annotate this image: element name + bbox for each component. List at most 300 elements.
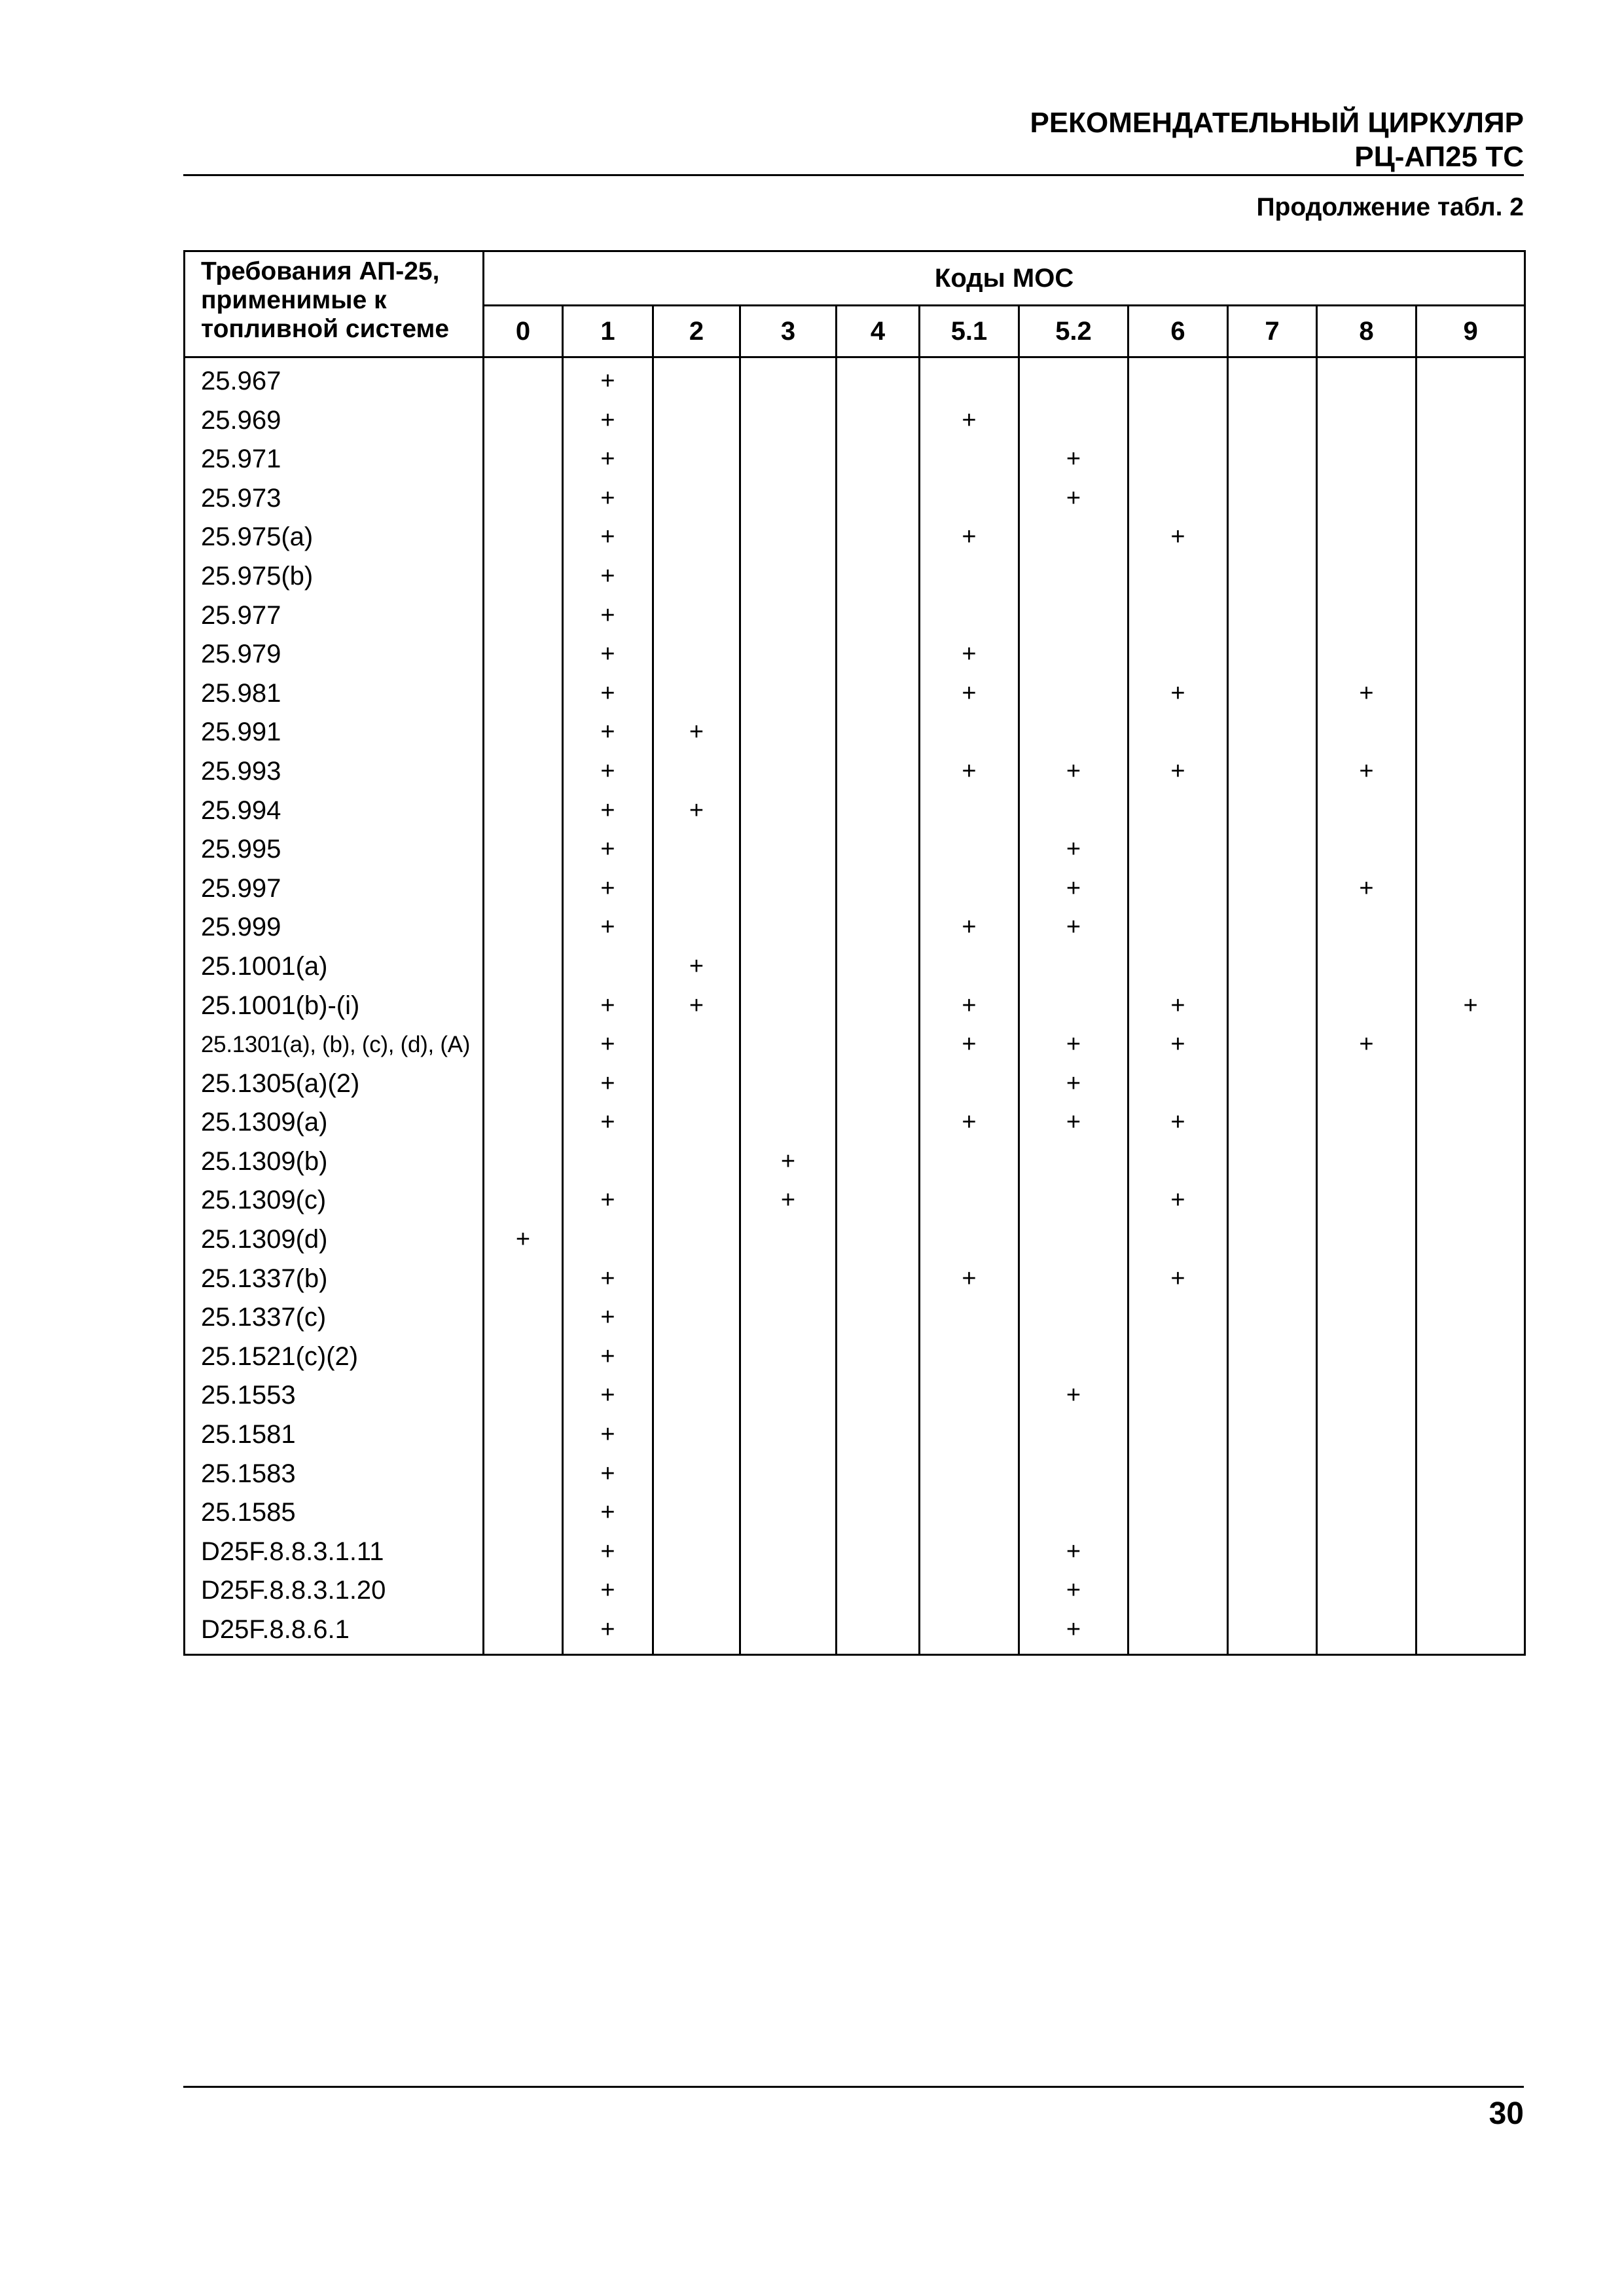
code-cell-5-1 [920,869,1019,909]
header-document-code: РЦ-АП25 ТС [1354,141,1524,173]
code-cell-2 [653,1611,740,1655]
code-cell-7 [1228,1455,1317,1494]
code-cell-6 [1128,557,1228,596]
code-cell-4 [837,752,920,792]
code-cell-3 [740,869,837,909]
code-cell-2 [653,401,740,441]
code-cell-7 [1228,1220,1317,1260]
code-cell-3 [740,713,837,752]
code-cell-3 [740,1338,837,1377]
code-cell-4 [837,713,920,752]
code-cell-2 [653,1533,740,1572]
applicable-mark: + [1066,874,1081,902]
code-cell-2 [653,1493,740,1533]
code-cell-5-1 [920,1571,1019,1611]
code-cell-5-1 [920,1142,1019,1182]
code-header-6: 6 [1128,306,1228,357]
requirement-cell: 25.971 [185,440,484,479]
page-number: 30 [1489,2096,1524,2131]
code-cell-6 [1128,1455,1228,1494]
code-cell-6 [1128,1181,1228,1220]
requirement-cell: 25.975(b) [185,557,484,596]
code-cell-0 [484,1455,563,1494]
header-title: РЕКОМЕНДАТЕЛЬНЫЙ ЦИРКУЛЯР [1030,107,1524,139]
table-row [185,596,1525,636]
code-cell-4 [837,1065,920,1104]
table-row [185,752,1525,792]
applicable-mark: + [1359,874,1374,902]
code-cell-0 [484,1220,563,1260]
code-cell-9 [1416,1455,1525,1494]
applicable-mark: + [962,523,977,551]
code-cell-0 [484,1065,563,1104]
applicable-mark: + [962,679,977,707]
applicable-mark: + [1066,1537,1081,1565]
applicable-mark: + [1170,1264,1185,1292]
code-header-7: 7 [1228,306,1317,357]
code-cell-1 [563,1533,653,1572]
code-cell-5-1 [920,674,1019,714]
code-cell-5-2 [1019,1298,1128,1338]
code-cell-5-1 [920,1025,1019,1065]
code-cell-5-1 [920,987,1019,1026]
requirement-cell: D25F.8.8.6.1 [185,1611,484,1655]
applicable-mark: + [600,1537,615,1565]
code-cell-0 [484,1181,563,1220]
applicable-mark: + [600,1108,615,1137]
code-cell-7 [1228,752,1317,792]
applicable-mark: + [780,1147,796,1175]
requirement-cell: 25.1001(a) [185,947,484,987]
applicable-mark: + [600,1030,615,1059]
table-row [185,1611,1525,1655]
code-cell-7 [1228,1260,1317,1299]
code-cell-9 [1416,596,1525,636]
code-cell-8 [1317,557,1416,596]
table-row [185,1493,1525,1533]
code-cell-2 [653,830,740,869]
table-row [185,1025,1525,1065]
applicable-mark: + [962,913,977,941]
code-cell-4 [837,1533,920,1572]
table-row [185,713,1525,752]
code-cell-5-1 [920,713,1019,752]
code-cell-5-2 [1019,1065,1128,1104]
code-cell-2 [653,596,740,636]
code-cell-5-2 [1019,1103,1128,1142]
code-cell-2 [653,557,740,596]
code-cell-0 [484,1376,563,1415]
applicable-mark: + [600,406,615,434]
code-cell-3 [740,908,837,947]
code-cell-0 [484,869,563,909]
code-cell-1 [563,830,653,869]
code-cell-9 [1416,1142,1525,1182]
code-cell-2 [653,908,740,947]
code-cell-5-2 [1019,596,1128,636]
code-cell-3 [740,947,837,987]
code-cell-5-1 [920,1260,1019,1299]
code-cell-4 [837,1376,920,1415]
requirement-cell: 25.991 [185,713,484,752]
code-cell-5-2 [1019,752,1128,792]
codes-group-header: Коды МОС [484,251,1525,306]
code-cell-2 [653,987,740,1026]
code-cell-2 [653,1415,740,1455]
code-cell-0 [484,1298,563,1338]
applicable-mark: + [1066,445,1081,473]
applicable-mark: + [600,1616,615,1643]
code-cell-3 [740,357,837,401]
code-cell-5-1 [920,947,1019,987]
code-cell-0 [484,674,563,714]
code-cell-9 [1416,830,1525,869]
code-cell-5-2 [1019,1142,1128,1182]
applicable-mark: + [1170,1186,1185,1214]
code-cell-7 [1228,479,1317,519]
code-cell-6 [1128,1260,1228,1299]
code-cell-1 [563,752,653,792]
table-row [185,1415,1525,1455]
code-cell-9 [1416,752,1525,792]
code-cell-6 [1128,596,1228,636]
requirement-cell: 25.979 [185,635,484,674]
applicable-mark: + [962,406,977,434]
applicable-mark: + [780,1186,796,1214]
code-cell-5-2 [1019,557,1128,596]
code-cell-5-1 [920,1220,1019,1260]
applicable-mark: + [1066,1069,1081,1097]
code-header-5-2: 5.2 [1019,306,1128,357]
code-cell-4 [837,596,920,636]
code-cell-3 [740,674,837,714]
code-cell-8 [1317,357,1416,401]
code-cell-1 [563,1298,653,1338]
code-cell-6 [1128,1415,1228,1455]
requirement-cell: 25.1301(a), (b), (c), (d), (A) [185,1025,484,1065]
requirement-cell: 25.1581 [185,1415,484,1455]
code-cell-5-2 [1019,518,1128,557]
code-cell-3 [740,987,837,1026]
code-cell-0 [484,1571,563,1611]
code-cell-6 [1128,1025,1228,1065]
code-cell-3 [740,1533,837,1572]
code-cell-7 [1228,987,1317,1026]
code-cell-0 [484,401,563,441]
applicable-mark: + [1170,757,1185,785]
table-row [185,1338,1525,1377]
requirement-cell: 25.975(a) [185,518,484,557]
code-cell-5-2 [1019,1376,1128,1415]
code-cell-4 [837,1338,920,1377]
code-cell-2 [653,792,740,831]
applicable-mark: + [962,1108,977,1137]
applicable-mark: + [1359,1030,1374,1059]
code-cell-1 [563,440,653,479]
code-cell-4 [837,1220,920,1260]
code-cell-1 [563,947,653,987]
table-row [185,401,1525,441]
code-cell-5-2 [1019,947,1128,987]
code-cell-0 [484,1533,563,1572]
code-cell-2 [653,1065,740,1104]
code-cell-7 [1228,908,1317,947]
applicable-mark: + [1170,523,1185,551]
requirement-cell: 25.1309(b) [185,1142,484,1182]
code-cell-7 [1228,830,1317,869]
table-row [185,1142,1525,1182]
code-cell-1 [563,557,653,596]
code-cell-5-2 [1019,1611,1128,1655]
code-cell-9 [1416,1493,1525,1533]
code-cell-0 [484,1415,563,1455]
requirement-cell: 25.1553 [185,1376,484,1415]
applicable-mark: + [600,367,615,395]
code-cell-1 [563,1220,653,1260]
code-cell-1 [563,674,653,714]
table-row [185,440,1525,479]
applicable-mark: + [962,640,977,668]
applicable-mark: + [1066,1381,1081,1410]
code-cell-7 [1228,1611,1317,1655]
code-cell-9 [1416,518,1525,557]
applicable-mark: + [1066,1108,1081,1137]
code-cell-5-2 [1019,479,1128,519]
code-cell-2 [653,357,740,401]
code-cell-5-1 [920,479,1019,519]
code-cell-5-2 [1019,357,1128,401]
table-row [185,1181,1525,1220]
code-cell-8 [1317,1260,1416,1299]
table-row [185,557,1525,596]
applicable-mark: + [600,1459,615,1487]
code-cell-5-2 [1019,1025,1128,1065]
code-cell-8 [1317,752,1416,792]
code-cell-2 [653,635,740,674]
code-cell-0 [484,635,563,674]
code-cell-1 [563,1142,653,1182]
table-row [185,869,1525,909]
code-cell-7 [1228,1415,1317,1455]
code-cell-9 [1416,440,1525,479]
document-header [607,106,1524,174]
table-row [185,1533,1525,1572]
code-cell-1 [563,1571,653,1611]
applicable-mark: + [600,1576,615,1605]
code-cell-4 [837,518,920,557]
code-cell-6 [1128,1298,1228,1338]
code-cell-1 [563,1103,653,1142]
code-cell-3 [740,1142,837,1182]
code-cell-9 [1416,1611,1525,1655]
code-cell-4 [837,479,920,519]
code-cell-5-2 [1019,1220,1128,1260]
code-cell-6 [1128,1376,1228,1415]
requirement-cell: 25.997 [185,869,484,909]
table-row [185,987,1525,1026]
code-cell-5-2 [1019,1338,1128,1377]
code-cell-9 [1416,713,1525,752]
requirement-cell: 25.981 [185,674,484,714]
code-cell-5-2 [1019,440,1128,479]
applicable-mark: + [600,991,615,1019]
code-cell-0 [484,357,563,401]
code-cell-9 [1416,557,1525,596]
code-cell-8 [1317,1533,1416,1572]
table-row [185,518,1525,557]
code-cell-2 [653,1376,740,1415]
requirement-cell: 25.967 [185,357,484,401]
applicable-mark: + [600,679,615,707]
code-cell-6 [1128,908,1228,947]
code-cell-5-1 [920,830,1019,869]
code-cell-8 [1317,1493,1416,1533]
applicable-mark: + [600,601,615,629]
code-cell-2 [653,1103,740,1142]
code-cell-9 [1416,1220,1525,1260]
code-cell-2 [653,1455,740,1494]
code-cell-9 [1416,947,1525,987]
code-cell-0 [484,518,563,557]
code-cell-4 [837,1260,920,1299]
code-cell-9 [1416,1260,1525,1299]
code-cell-2 [653,1220,740,1260]
code-cell-0 [484,1142,563,1182]
code-cell-5-2 [1019,869,1128,909]
code-cell-6 [1128,635,1228,674]
table-body [185,357,1525,1655]
applicable-mark: + [1170,991,1185,1019]
code-cell-7 [1228,674,1317,714]
requirement-cell: 25.999 [185,908,484,947]
code-cell-3 [740,1611,837,1655]
code-cell-6 [1128,357,1228,401]
code-cell-1 [563,479,653,519]
code-cell-7 [1228,792,1317,831]
code-cell-6 [1128,1493,1228,1533]
table-row [185,357,1525,401]
code-header-2: 2 [653,306,740,357]
code-cell-6 [1128,440,1228,479]
applicable-mark: + [689,796,704,824]
requirement-cell: D25F.8.8.3.1.20 [185,1571,484,1611]
footer-rule [183,2086,1524,2088]
requirement-cell: 25.969 [185,401,484,441]
code-cell-8 [1317,947,1416,987]
code-cell-2 [653,1181,740,1220]
table-row [185,479,1525,519]
req-header-line: применимые к [201,286,387,314]
requirement-cell: 25.1309(c) [185,1181,484,1220]
code-cell-8 [1317,401,1416,441]
table-row [185,1571,1525,1611]
code-cell-0 [484,479,563,519]
code-cell-9 [1416,792,1525,831]
code-header-4: 4 [837,306,920,357]
code-cell-8 [1317,1338,1416,1377]
code-cell-9 [1416,1025,1525,1065]
code-cell-4 [837,401,920,441]
code-cell-5-2 [1019,1455,1128,1494]
code-cell-7 [1228,1338,1317,1377]
code-cell-5-1 [920,1533,1019,1572]
code-cell-9 [1416,357,1525,401]
code-cell-1 [563,1415,653,1455]
requirement-cell: 25.973 [185,479,484,519]
applicable-mark: + [600,1342,615,1370]
code-cell-5-1 [920,792,1019,831]
code-cell-5-1 [920,357,1019,401]
code-cell-3 [740,1025,837,1065]
code-cell-0 [484,1025,563,1065]
code-cell-6 [1128,1533,1228,1572]
code-cell-4 [837,674,920,714]
table-row [185,1220,1525,1260]
applicable-mark: + [600,484,615,512]
code-cell-7 [1228,1103,1317,1142]
code-cell-5-1 [920,1298,1019,1338]
requirement-cell: 25.1305(a)(2) [185,1065,484,1104]
applicable-mark: + [1359,679,1374,707]
table-row [185,947,1525,987]
code-cell-9 [1416,1533,1525,1572]
code-cell-8 [1317,635,1416,674]
code-cell-5-1 [920,1181,1019,1220]
code-cell-4 [837,869,920,909]
requirements-column-header [185,251,484,357]
applicable-mark: + [1170,1030,1185,1059]
applicable-mark: + [600,835,615,864]
code-cell-5-1 [920,1611,1019,1655]
applicable-mark: + [600,1421,615,1449]
code-header-9: 9 [1416,306,1525,357]
code-cell-1 [563,792,653,831]
code-cell-8 [1317,1298,1416,1338]
code-cell-3 [740,830,837,869]
table-row [185,1455,1525,1494]
code-cell-8 [1317,1142,1416,1182]
code-cell-5-1 [920,908,1019,947]
applicable-mark: + [600,445,615,473]
code-cell-6 [1128,830,1228,869]
code-cell-5-2 [1019,908,1128,947]
code-cell-6 [1128,713,1228,752]
code-cell-9 [1416,1415,1525,1455]
applicable-mark: + [962,1030,977,1059]
code-cell-8 [1317,830,1416,869]
req-header-line: топливной системе [201,315,450,343]
code-cell-9 [1416,1298,1525,1338]
table-row [185,792,1525,831]
code-cell-5-2 [1019,830,1128,869]
code-cell-6 [1128,1338,1228,1377]
code-cell-5-1 [920,596,1019,636]
code-cell-0 [484,752,563,792]
code-cell-5-1 [920,557,1019,596]
code-cell-8 [1317,518,1416,557]
code-cell-1 [563,1455,653,1494]
code-cell-8 [1317,792,1416,831]
code-cell-4 [837,635,920,674]
code-cell-7 [1228,869,1317,909]
requirement-cell: 25.1309(d) [185,1220,484,1260]
code-cell-9 [1416,479,1525,519]
code-cell-0 [484,1338,563,1377]
code-cell-1 [563,987,653,1026]
code-cell-4 [837,1298,920,1338]
requirement-cell: 25.1337(c) [185,1298,484,1338]
code-cell-8 [1317,908,1416,947]
